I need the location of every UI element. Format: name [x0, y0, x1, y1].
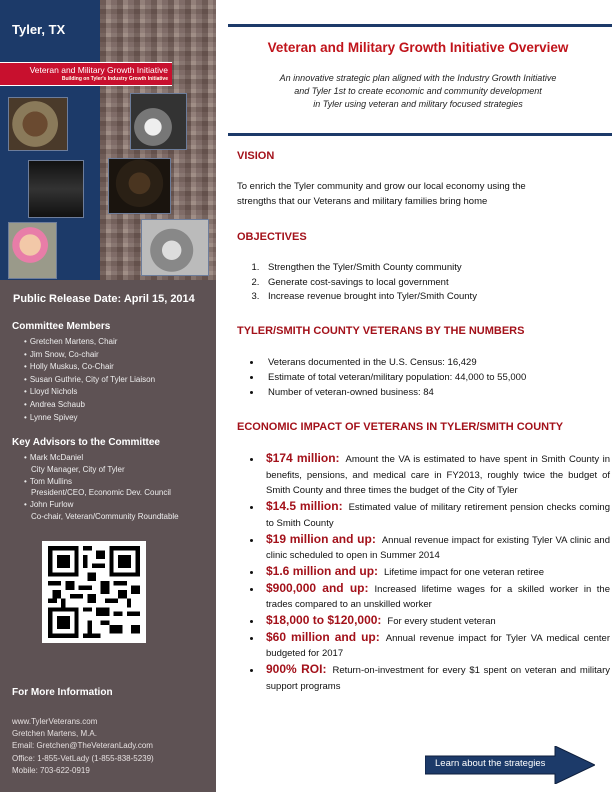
subtitle-line: in Tyler using veteran and military focused strategies	[313, 99, 523, 109]
impact-item	[262, 613, 610, 630]
vision-text: To enrich the Tyler community and grow our local economy using the strengths that our Veterans and military families bring home	[237, 181, 526, 207]
photo-child	[8, 222, 57, 279]
impact-key: 900% ROI:	[266, 662, 327, 677]
subtitle-line: An innovative strategic plan aligned with the Industry Growth Initiative	[279, 73, 557, 83]
impact-text: Amount the VA is estimated to have spent in Smith County in benefits, pensions, and medical care in FY2013, roughly twice the budget of Smith County and three times the budget of the City of Tyler	[266, 454, 610, 497]
impact-text: Annual revenue impact for existing Tyler VA clinic and clinic scheduled to open in Summer 2014	[266, 534, 610, 562]
photo-soldier-praying	[108, 158, 171, 214]
committee-member: • Jim Snow, Co-chair	[24, 349, 155, 362]
impact-key: $18,000 to $120,000:	[266, 613, 382, 628]
impact-key: $19 million and up:	[266, 531, 376, 546]
committee-heading: Committee Members	[12, 321, 111, 332]
advisor-item	[24, 476, 179, 500]
impact-key: $1.6 million and up:	[266, 563, 379, 578]
impact-key: $900,000 and up:	[266, 580, 369, 595]
page-subtitle	[232, 72, 604, 111]
impact-item	[262, 532, 610, 564]
city-label: Tyler, TX	[12, 22, 66, 37]
impact-item	[262, 662, 610, 694]
advisor-name: Mark McDaniel	[29, 453, 84, 462]
office-phone: Office: 1-855-VetLady (1-855-838-5239)	[12, 753, 154, 763]
learn-strategies-button[interactable]: Learn about the strategies	[435, 758, 546, 769]
impact-text: Return-on-investment for every $1 spent on veteran and military support programs	[266, 665, 610, 692]
advisor-role: President/CEO, Economic Dev. Council	[31, 488, 171, 498]
impact-list	[244, 451, 610, 695]
release-date: Public Release Date: April 15, 2014	[13, 293, 195, 305]
contact-info	[12, 716, 154, 777]
impact-item	[262, 499, 610, 531]
top-rule	[228, 24, 612, 27]
advisor-role: City Manager, City of Tyler	[31, 464, 125, 474]
photo-veteran-salute	[141, 219, 209, 276]
advisor-name: John Furlow	[29, 500, 74, 510]
banner-title: Veteran and Military Growth Initiative	[29, 65, 168, 75]
numbers-item: • Number of veteran-owned business: 84	[262, 385, 526, 400]
committee-member: • Lloyd Nichols	[24, 386, 155, 399]
committee-member: • Gretchen Martens, Chair	[24, 336, 155, 349]
numbers-item: • Veterans documented in the U.S. Census: 16,429	[262, 355, 526, 370]
hero-collage	[0, 0, 216, 280]
impact-text: Estimated value of military retirement pension checks coming to Smith County	[266, 502, 610, 529]
impact-heading: ECONOMIC IMPACT OF VETERANS IN TYLER/SMITH COUNTY	[237, 421, 564, 433]
impact-text: Lifetime impact for one veteran retiree	[384, 566, 545, 578]
advisor-name: Tom Mullins	[29, 476, 73, 486]
committee-list	[24, 336, 155, 424]
impact-item	[262, 564, 610, 581]
bottom-rule	[228, 133, 612, 136]
numbers-item: • Estimate of total veteran/military population: 44,000 to 55,000	[262, 370, 526, 385]
impact-text: Increased lifetime wages for a skilled worker in the trades compared to an unskilled worker	[266, 583, 610, 611]
objective-item: 2. Generate cost-savings to local government	[262, 276, 477, 291]
qr-code-icon	[47, 546, 141, 638]
advisor-item	[24, 499, 179, 523]
advisor-role: Co-chair, Veteran/Community Roundtable	[31, 511, 179, 521]
committee-member: • Holly Muskus, Co-Chair	[24, 361, 155, 374]
more-info-heading: For More Information	[12, 687, 113, 698]
numbers-list	[244, 355, 526, 400]
impact-key: $14.5 million:	[266, 499, 343, 514]
objective-item: 3. Increase revenue brought into Tyler/Smith County	[262, 290, 477, 305]
advisor-item	[24, 452, 179, 476]
advisors-heading: Key Advisors to the Committee	[12, 437, 160, 448]
impact-text: For every student veteran	[387, 616, 496, 628]
page-title: Veteran and Military Growth Initiative Overview	[267, 40, 569, 55]
subtitle-line: and Tyler 1st to create economic and community development	[294, 86, 542, 96]
impact-item	[262, 451, 610, 499]
mobile-phone: Mobile: 703-622-0919	[12, 765, 90, 775]
committee-member: • Andrea Schaub	[24, 399, 155, 412]
website-link[interactable]: www.TylerVeterans.com	[12, 717, 98, 726]
impact-item	[262, 581, 610, 613]
impact-text: Annual revenue impact for Tyler VA medical center budgeted for 2017	[266, 632, 611, 660]
photo-saluting-soldier	[8, 97, 68, 151]
impact-key: $174 million:	[266, 451, 340, 465]
objectives-list	[244, 261, 477, 305]
initiative-banner	[0, 62, 172, 86]
banner-subtitle: Building on Tyler's Industry Growth Initiative	[61, 76, 168, 82]
impact-key: $60 million and up:	[266, 629, 380, 644]
email-link[interactable]: Email: Gretchen@TheVeteranLady.com	[12, 741, 153, 751]
sidebar	[0, 0, 216, 792]
committee-member: • Lynne Spivey	[24, 412, 155, 425]
contact-name: Gretchen Martens, M.A.	[12, 729, 97, 739]
photo-father-child	[130, 93, 187, 150]
photo-athlete	[28, 160, 84, 218]
objective-item: 1. Strengthen the Tyler/Smith County community	[262, 261, 477, 276]
objectives-heading: OBJECTIVES	[237, 231, 307, 243]
committee-member: • Susan Guthrie, City of Tyler Liaison	[24, 374, 155, 387]
numbers-heading: TYLER/SMITH COUNTY VETERANS BY THE NUMBERS	[237, 325, 525, 337]
impact-item	[262, 630, 610, 662]
qr-code[interactable]	[42, 541, 146, 643]
advisors-list	[24, 452, 179, 523]
vision-heading: VISION	[237, 150, 275, 162]
